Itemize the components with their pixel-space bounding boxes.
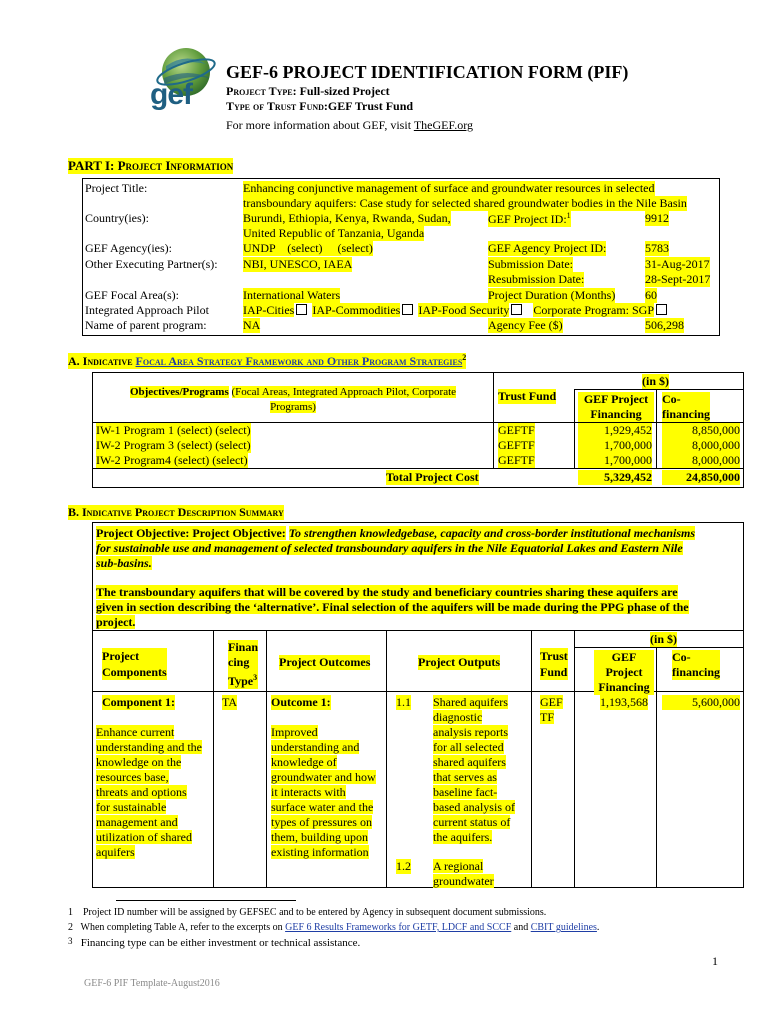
iap-food-label: IAP-Food Security (418, 303, 510, 317)
agency-project-id-label: GEF Agency Project ID: (488, 241, 607, 255)
col-components-header: Project Components (102, 649, 167, 679)
results-framework-link[interactable]: GEF 6 Results Frameworks for GETF, LDCF and SCCF (285, 922, 512, 933)
logo-text: gef (150, 78, 192, 111)
table-a-co: 8,850,000 (662, 423, 740, 438)
total-cost-label: Total Project Cost (386, 470, 479, 484)
focal-label: GEF Focal Area(s): (85, 288, 179, 302)
agency-fee-label: Agency Fee ($) (488, 318, 563, 332)
info-text: For more information about GEF, visit (226, 118, 412, 132)
agency-project-id-value: 5783 (645, 241, 669, 255)
iap-options (243, 303, 669, 318)
footer-template-label: GEF-6 PIF Template-August2016 (84, 978, 220, 989)
footnote-2: 2 When completing Table A, refer to the excerpts on GEF 6 Results Frameworks for GETF, LDCF and SCCF and CBIT guidelines. (68, 922, 600, 933)
table-a-fund: GEFTF (498, 423, 535, 437)
parent-label: Name of parent program: (85, 318, 207, 332)
project-type-value: Full-sized Project (299, 84, 390, 98)
table-a-co-header: Co- financing (662, 392, 711, 421)
trust-fund-line (226, 99, 413, 114)
col-co-header: Co- financing (672, 650, 721, 679)
fin-type-value: TA (222, 695, 238, 709)
duration-value: 60 (645, 288, 657, 302)
page-title: GEF-6 PROJECT IDENTIFICATION FORM (PIF) (226, 62, 629, 82)
footnote-3: 3 Financing type can be either investment or technical assistance. (68, 936, 361, 949)
col-outcomes-header: Project Outcomes (279, 655, 371, 669)
project-type-line (226, 84, 390, 99)
agency-label: GEF Agency(ies): (85, 241, 172, 255)
iap-label: Integrated Approach Pilot (85, 303, 209, 317)
table-a-fund: GEFTF (498, 453, 535, 467)
table-a-gef: 1,929,452 (578, 423, 652, 438)
table-a-gef: 1,700,000 (578, 453, 652, 468)
outcome-title: Outcome 1: (271, 695, 331, 709)
outcome-text: Improved understanding and knowledge of groundwater and how it interacts with surface water and the types of pressures on them, building upon existing information (271, 725, 376, 859)
gef-financing-value: 1,193,568 (600, 695, 648, 709)
project-title-label: Project Title: (85, 181, 148, 195)
project-title-value-1: Enhancing conjunctive management of surface and groundwater resources in selected (243, 181, 655, 195)
total-gef: 5,329,452 (578, 470, 652, 485)
corporate-program-checkbox[interactable] (656, 304, 667, 315)
gef-project-id-value: 9912 (645, 211, 669, 225)
iap-food-checkbox[interactable] (511, 304, 522, 315)
output2-num: 1.2 (396, 859, 411, 873)
table-a-program: IW-2 Program 3 (select) (select) (96, 438, 251, 452)
section-b-heading: B. Indicative Project Description Summary (68, 505, 284, 519)
aquifers-note: The transboundary aquifers that will be covered by the study and beneficiary countries sharing these aquifers are given in section describing the ‘alternative’. Final selection of the aquifers will be made during the PPG phase of the project. (96, 585, 689, 629)
col-fin-header: Finan cing Type$^3$ (228, 640, 259, 688)
iap-commodities-label: IAP-Commodities (312, 303, 401, 317)
info-line (226, 118, 473, 133)
component-text: Enhance current understanding and the knowledge on the resources base, threats and options for sustainable management and utilization of shared aquifers (96, 725, 202, 859)
table-a-co: 8,000,000 (662, 453, 740, 468)
footnote-1: 1 Project ID number will be assigned by GEFSEC and to be entered by Agency in subsequent document submissions. (68, 907, 547, 918)
output2-text: A regional groundwater (433, 859, 494, 888)
section-a-letter: A. (68, 354, 80, 368)
partners-label: Other Executing Partner(s): (85, 257, 218, 271)
section-a-heading-link[interactable]: Focal Area Strategy Framework and Other Program Strategies (135, 354, 463, 368)
col-trust-header: Trust Fund (540, 649, 568, 679)
trust-fund-label: Type of Trust Fund: (226, 99, 328, 113)
duration-label: Project Duration (Months) (488, 288, 616, 302)
table-a-in-header: (in $) (642, 374, 669, 388)
col-gef-header: GEF Project Financing (594, 650, 654, 695)
section-a-heading (68, 353, 466, 369)
countries-value-2: United Republic of Tanzania, Uganda (243, 226, 425, 240)
trust-fund-value: GEF TF (540, 695, 563, 724)
agency-fee-value: 506,298 (645, 318, 684, 332)
table-a-program: IW-2 Program4 (select) (select) (96, 453, 248, 467)
component-title: Component 1: (102, 695, 176, 709)
table-a-fund: GEFTF (498, 438, 535, 452)
countries-label: Country(ies): (85, 211, 149, 225)
total-co: 24,850,000 (662, 470, 740, 485)
col-outputs-header: Project Outputs (418, 655, 501, 669)
corporate-program-label: Corporate Program: SGP (533, 303, 655, 317)
table-a-trust-header: Trust Fund (498, 389, 557, 403)
cbit-guidelines-link[interactable]: CBIT guidelines (530, 922, 597, 933)
output1-num: 1.1 (396, 695, 411, 709)
table-a-gef-header: GEF Project Financing (578, 392, 654, 422)
section-a-sup: 2 (462, 353, 467, 362)
info-link[interactable]: TheGEF.org (413, 118, 473, 132)
parent-value: NA (243, 318, 261, 332)
col-in-header: (in $) (650, 632, 677, 646)
focal-value: International Waters (243, 288, 341, 302)
part1-heading: PART I: Project Information (68, 158, 234, 173)
iap-cities-checkbox[interactable] (296, 304, 307, 315)
trust-fund-value: GEF Trust Fund (327, 99, 414, 113)
table-a-objectives-header: Objectives/Programs (Focal Areas, Integrated Approach Pilot, Corporate Programs) (129, 386, 457, 413)
page-number: 1 (712, 954, 718, 968)
countries-value-1: Burundi, Ethiopia, Kenya, Rwanda, Sudan, (243, 211, 451, 225)
agency-value: UNDP (select) (select) (243, 241, 373, 255)
section-a-heading-1: Indicative (82, 354, 133, 368)
resubmission-value: 28-Sept-2017 (645, 272, 711, 286)
gef-project-id-label: GEF Project ID:$^1$ (488, 211, 571, 226)
table-a-program: IW-1 Program 1 (select) (select) (96, 423, 251, 437)
submission-label: Submission Date: (488, 257, 574, 271)
output1-text: Shared aquifers diagnostic analysis reports for all selected shared aquifers that serves as baseline fact- based analysis of current status of the aquifers. (433, 695, 515, 844)
iap-commodities-checkbox[interactable] (402, 304, 413, 315)
iap-cities-label: IAP-Cities (243, 303, 295, 317)
project-title-value-2: transboundary aquifers: Case study for selected shared groundwater bodies in the Nile Basin (243, 196, 687, 210)
submission-value: 31-Aug-2017 (645, 257, 710, 271)
project-objective: Project Objective: Project Objective: To strengthen knowledgebase, capacity and cross-border institutional mechanisms for sustainable use and management of selected transboundary aquifers in the Nile Equatorial Lakes and Eastern Nile sub-basins. (96, 526, 696, 570)
partners-value: NBI, UNESCO, IAEA (243, 257, 353, 271)
footnote-divider (116, 900, 296, 901)
project-type-label: Project Type: (226, 84, 297, 98)
table-a-co: 8,000,000 (662, 438, 740, 453)
resubmission-label: Resubmission Date: (488, 272, 585, 286)
co-financing-value: 5,600,000 (662, 695, 740, 710)
table-a-gef: 1,700,000 (578, 438, 652, 453)
